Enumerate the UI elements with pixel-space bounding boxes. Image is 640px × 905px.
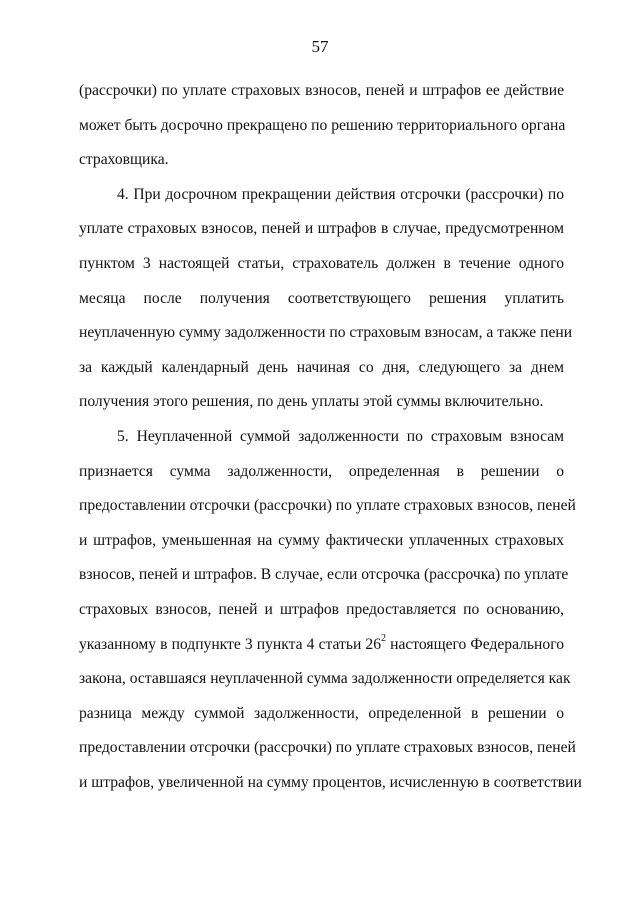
text-line-with-superscript xyxy=(79,634,564,669)
body-text xyxy=(79,80,582,806)
text-fragment: указанному в подпункте 3 пункта 4 статьи 26 xyxy=(79,635,381,653)
text-line: и штрафов, увеличенной на сумму процентов, исчисленную в соответствии xyxy=(79,773,582,791)
text-line: страховщика. xyxy=(79,151,169,169)
text-line: пунктом 3 настоящей статьи, страхователь должен в течение одного xyxy=(79,254,564,272)
text-line: неуплаченную сумму задолженности по страховым взносам, а также пени xyxy=(79,324,573,342)
text-line: за каждый календарный день начиная со дня, следующего за днем xyxy=(79,358,564,376)
text-line: месяца после получения соответствующего решения уплатить xyxy=(79,289,564,307)
text-line: (рассрочки) по уплате страховых взносов, пеней и штрафов ее действие xyxy=(79,82,564,99)
text-line: страховых взносов, пеней и штрафов предоставляется по основанию, xyxy=(79,600,564,618)
text-fragment: настоящего Федерального xyxy=(386,635,564,653)
paragraph-5-first-line: 5. Неуплаченной суммой задолженности по страховым взносам xyxy=(117,427,564,445)
text-line: предоставлении отсрочки (рассрочки) по уплате страховых взносов, пеней xyxy=(79,739,576,757)
text-line: уплате страховых взносов, пеней и штрафов в случае, предусмотренном xyxy=(79,220,564,238)
text-line: закона, оставшаяся неуплаченной сумма задолженности определяется как xyxy=(79,670,571,688)
text-line: получения этого решения, по день уплаты этой суммы включительно. xyxy=(79,393,544,411)
paragraph-4-first-line: 4. При досрочном прекращении действия отсрочки (рассрочки) по xyxy=(117,185,564,203)
text-line: может быть досрочно прекращено по решению территориального органа xyxy=(79,116,566,134)
text-line: разница между суммой задолженности, определенной в решении о xyxy=(79,704,564,722)
text-line: взносов, пеней и штрафов. В случае, если отсрочка (рассрочка) по уплате xyxy=(79,566,569,584)
text-line: предоставлении отсрочки (рассрочки) по уплате страховых взносов, пеней xyxy=(79,497,576,515)
text-line: признается сумма задолженности, определенная в решении о xyxy=(79,462,564,480)
superscript: 2 xyxy=(381,633,386,645)
page-number: 57 xyxy=(311,37,329,56)
text-line: и штрафов, уменьшенная на сумму фактически уплаченных страховых xyxy=(79,531,564,549)
